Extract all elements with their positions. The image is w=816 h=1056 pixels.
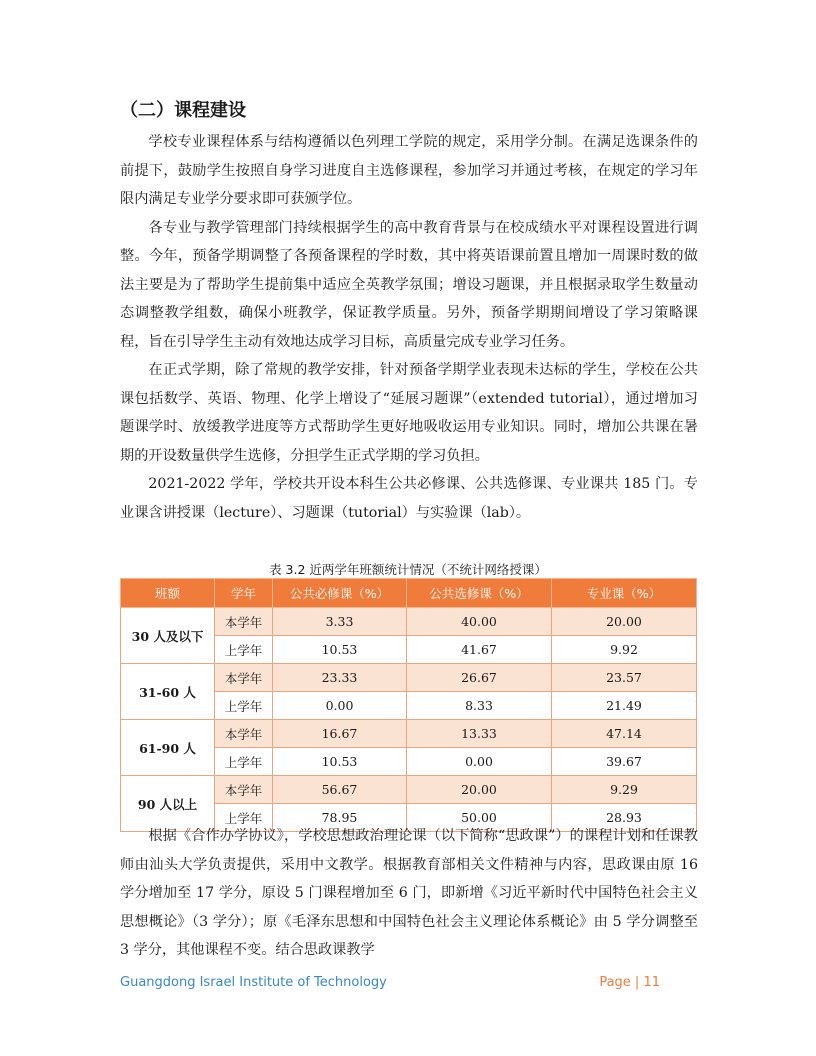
table-row bbox=[121, 776, 697, 804]
major-cell: 28.93 bbox=[552, 804, 697, 832]
required-cell: 0.00 bbox=[273, 692, 407, 720]
year-cell: 本学年 bbox=[215, 608, 273, 636]
elective-cell: 26.67 bbox=[407, 664, 552, 692]
paragraph: 2021-2022 学年，学校共开设本科生公共必修课、公共选修课、专业课共 185 门。专业课含讲授课（lecture）、习题课（tutorial）与实验课（lab）。 bbox=[120, 476, 698, 521]
major-cell: 21.49 bbox=[552, 692, 697, 720]
major-cell: 39.67 bbox=[552, 748, 697, 776]
paragraph: 根据《合作办学协议》，学校思想政治理论课（以下简称“思政课”）的课程计划和任课教师由汕头大学负责提供，采用中文教学。根据教育部相关文件精神与内容，思政课由原 16 学分增加至 17 学分，原设 5 门课程增加至 6 门，即新增《习近平新时代中国特色社会主义思想概论》（3 学分）；原《毛泽东思想和中国特色社会主义理论体系概论》由 5 学分调整至 3 学分，其他课程不变。结合思政课教学 bbox=[120, 828, 698, 958]
elective-cell: 8.33 bbox=[407, 692, 552, 720]
table-header-row bbox=[121, 579, 697, 608]
body-text-bottom bbox=[120, 822, 698, 965]
footer-page-number: Page | 11 bbox=[599, 975, 660, 990]
required-cell: 10.53 bbox=[273, 748, 407, 776]
elective-cell: 13.33 bbox=[407, 720, 552, 748]
header-major: 专业课（%） bbox=[552, 579, 697, 608]
table-caption: 表 3.2 近两学年班额统计情况（不统计网络授课） bbox=[269, 562, 547, 577]
paragraph: 学校专业课程体系与结构遵循以色列理工学院的规定，采用学分制。在满足选课条件的前提下，鼓励学生按照自身学习进度自主选修课程，参加学习并通过考核，在规定的学习年限内满足专业学分要求即可获颁学位。 bbox=[120, 134, 698, 207]
class-size-table bbox=[120, 578, 697, 832]
major-cell: 47.14 bbox=[552, 720, 697, 748]
header-class-size: 班额 bbox=[121, 579, 215, 608]
year-cell: 本学年 bbox=[215, 720, 273, 748]
footer-institution: Guangdong Israel Institute of Technology bbox=[120, 975, 387, 990]
body-text-top bbox=[120, 128, 698, 527]
major-cell: 20.00 bbox=[552, 608, 697, 636]
header-elective: 公共选修课（%） bbox=[407, 579, 552, 608]
required-cell: 56.67 bbox=[273, 776, 407, 804]
required-cell: 16.67 bbox=[273, 720, 407, 748]
class-size-cell: 90 人以上 bbox=[121, 776, 215, 832]
year-cell: 上学年 bbox=[215, 804, 273, 832]
major-cell: 9.29 bbox=[552, 776, 697, 804]
table-row bbox=[121, 608, 697, 636]
required-cell: 10.53 bbox=[273, 636, 407, 664]
paragraph: 各专业与教学管理部门持续根据学生的高中教育背景与在校成绩水平对课程设置进行调整。今年，预备学期调整了各预备课程的学时数，其中将英语课前置且增加一周课时数的做法主要是为了帮助学生提前集中适应全英教学氛围；增设习题课，并且根据录取学生数量动态调整教学组数，确保小班教学，保证教学质量。另外，预备学期期间增设了学习策略课程，旨在引导学生主动有效地达成学习目标，高质量完成专业学习任务。 bbox=[120, 219, 698, 350]
section-title: （二）课程建设 bbox=[120, 100, 246, 121]
year-cell: 上学年 bbox=[215, 748, 273, 776]
required-cell: 3.33 bbox=[273, 608, 407, 636]
year-cell: 上学年 bbox=[215, 636, 273, 664]
elective-cell: 50.00 bbox=[407, 804, 552, 832]
table-row bbox=[121, 720, 697, 748]
elective-cell: 41.67 bbox=[407, 636, 552, 664]
class-size-cell: 31-60 人 bbox=[121, 664, 215, 720]
paragraph: 在正式学期，除了常规的教学安排，针对预备学期学业表现未达标的学生，学校在公共课包括数学、英语、物理、化学上增设了“延展习题课”（extended tutorial），通过增加习题课学时、放缓教学进度等方式帮助学生更好地吸收运用专业知识。同时，增加公共课在暑期的开设数量供学生选修，分担学生正式学期的学习负担。 bbox=[120, 362, 698, 464]
year-cell: 本学年 bbox=[215, 776, 273, 804]
year-cell: 上学年 bbox=[215, 692, 273, 720]
class-size-cell: 30 人及以下 bbox=[121, 608, 215, 664]
year-cell: 本学年 bbox=[215, 664, 273, 692]
required-cell: 23.33 bbox=[273, 664, 407, 692]
class-size-cell: 61-90 人 bbox=[121, 720, 215, 776]
elective-cell: 20.00 bbox=[407, 776, 552, 804]
header-required: 公共必修课（%） bbox=[273, 579, 407, 608]
elective-cell: 40.00 bbox=[407, 608, 552, 636]
major-cell: 23.57 bbox=[552, 664, 697, 692]
elective-cell: 0.00 bbox=[407, 748, 552, 776]
major-cell: 9.92 bbox=[552, 636, 697, 664]
header-year: 学年 bbox=[215, 579, 273, 608]
required-cell: 78.95 bbox=[273, 804, 407, 832]
table-row bbox=[121, 664, 697, 692]
